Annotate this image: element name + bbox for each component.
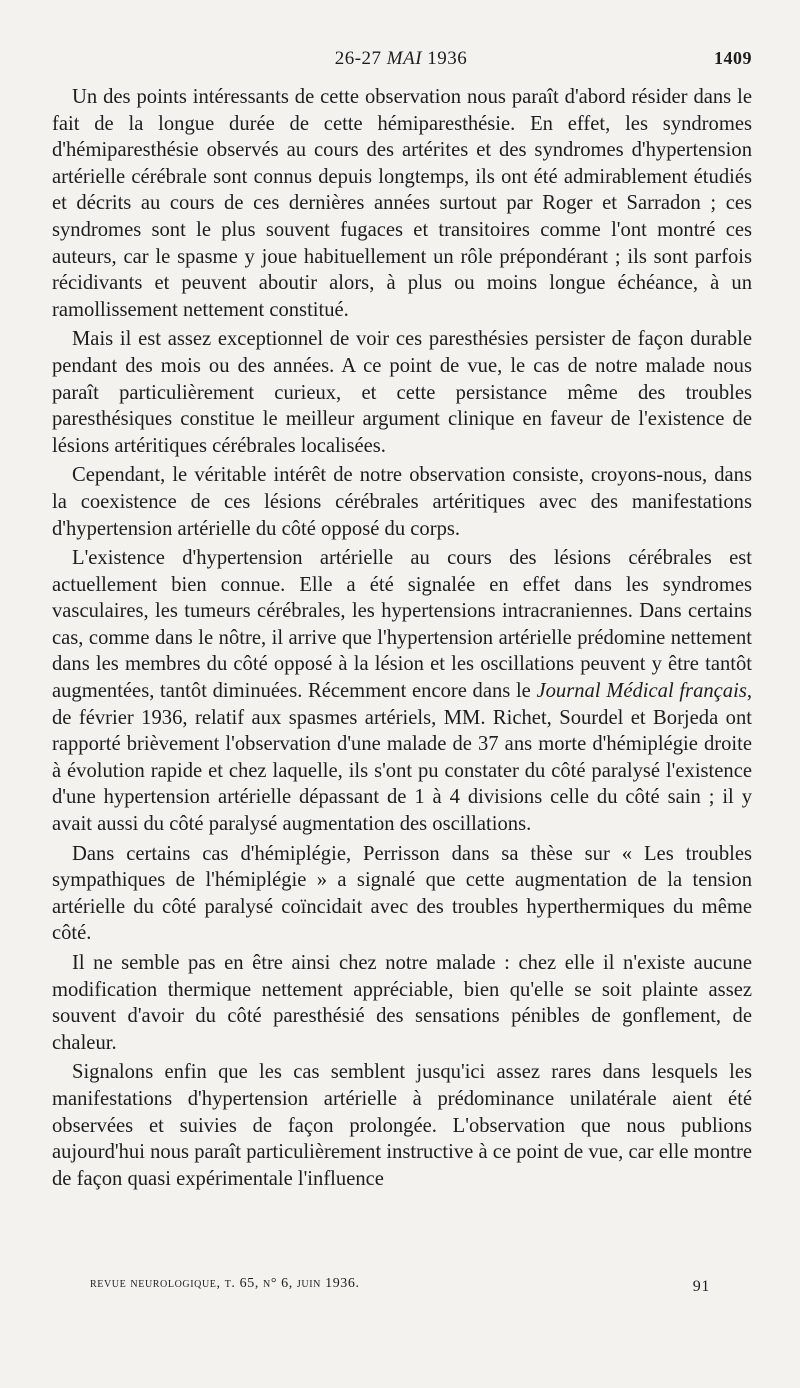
paragraph-1: Un des points intéressants de cette observation nous paraît d'abord résider dans le fait de la longue durée de cette hémiparesthésie. En effet, les syndromes d'hémiparesthésie observés au cours des artérites et des syndromes d'hypertension artérielle cérébrale sont connus depuis longtemps, ils ont été admirablement étudiés et décrits au cours de ces dernières années surtout par Roger et Sarradon ; ces syndromes sont le plus souvent fugaces et transitoires comme l'ont montré ces auteurs, car le spasme y joue habituellement un rôle prépondérant ; ils sont parfois récidivants et peuvent aboutir alors, à plus ou moins longue échéance, à un ramollissement nettement constitué. bbox=[52, 86, 752, 321]
issue-month: MAI bbox=[386, 48, 423, 69]
paragraph-6: Il ne semble pas en être ainsi chez notre malade : chez elle il n'existe aucune modification thermique nettement appréciable, bien qu'elle se soit plainte assez souvent d'avoir du côté paresthésié des sensations pénibles de gonflement, de chaleur. bbox=[52, 952, 752, 1054]
paragraph-4: L'existence d'hypertension artérielle au cours des lésions cérébrales est actuellement bien connue. Elle a été signalée en effet dans les syndromes vasculaires, les tumeurs cérébrales, les hypertensions intracraniennes. Dans certains cas, comme dans le nôtre, il arrive que l'hypertension artérielle prédomine nettement dans les membres du côté opposé à la lésion et les oscillations peuvent y être tantôt augmentées, tantôt diminuées. Récemment encore dans le Journal Médical français, de février 1936, relatif aux spasmes artériels, MM. Richet, Sourdel et Borjeda ont rapporté brièvement l'observation d'une malade de 37 ans morte d'hémiplégie droite à évolution rapide et chez laquelle, ils s'ont pu constater du côté paralysé l'existence d'une hypertension artérielle dépassant de 1 à 4 divisions celle du côté sain ; il y avait aussi du côté paralysé augmentation des oscillations. bbox=[52, 547, 752, 836]
paragraph-5: Dans certains cas d'hémiplégie, Perrisson dans sa thèse sur « Les troubles sympathiques de l'hémiplégie » a signalé que cette augmentation de la tension artérielle du côté paralysé coïncidait avec des troubles hyperthermiques du même côté. bbox=[52, 842, 752, 945]
issue-date: 26-27 MAI 1936 bbox=[334, 48, 468, 69]
signature-mark: 91 bbox=[692, 1278, 710, 1295]
paragraph-2: Mais il est assez exceptionnel de voir ces paresthésies persister de façon durable pendant des mois ou des années. A ce point de vue, le cas de notre malade nous paraît particulièrement curieux, et cette persistance même des troubles paresthésiques constitue le meilleur argument clinique en faveur de l'existence de lésions artéritiques cérébrales localisées. bbox=[52, 328, 752, 457]
page-number: 1409 bbox=[714, 48, 752, 68]
article-body bbox=[52, 84, 752, 1192]
paragraph-7: Signalons enfin que les cas semblent jusqu'ici assez rares dans lesquels les manifestations d'hypertension artérielle à prédominance unilatérale aient été observées et suivies de façon prolongée. L'observation que nous publions aujourd'hui nous paraît particulièrement instructive à ce point de vue, car elle montre de façon quasi expérimentale l'influence bbox=[52, 1061, 752, 1190]
journal-citation: Journal Médical français bbox=[536, 680, 747, 703]
running-header bbox=[50, 48, 752, 74]
paragraph-3: Cependant, le véritable intérêt de notre observation consiste, croyons-nous, dans la coexistence de ces lésions cérébrales artéritiques avec des manifestations d'hypertension artérielle du côté opposé du corps. bbox=[52, 464, 752, 540]
journal-reference: revue neurologique, t. 65, n° 6, juin 1936. bbox=[90, 1276, 360, 1291]
page-footer bbox=[90, 1276, 710, 1300]
